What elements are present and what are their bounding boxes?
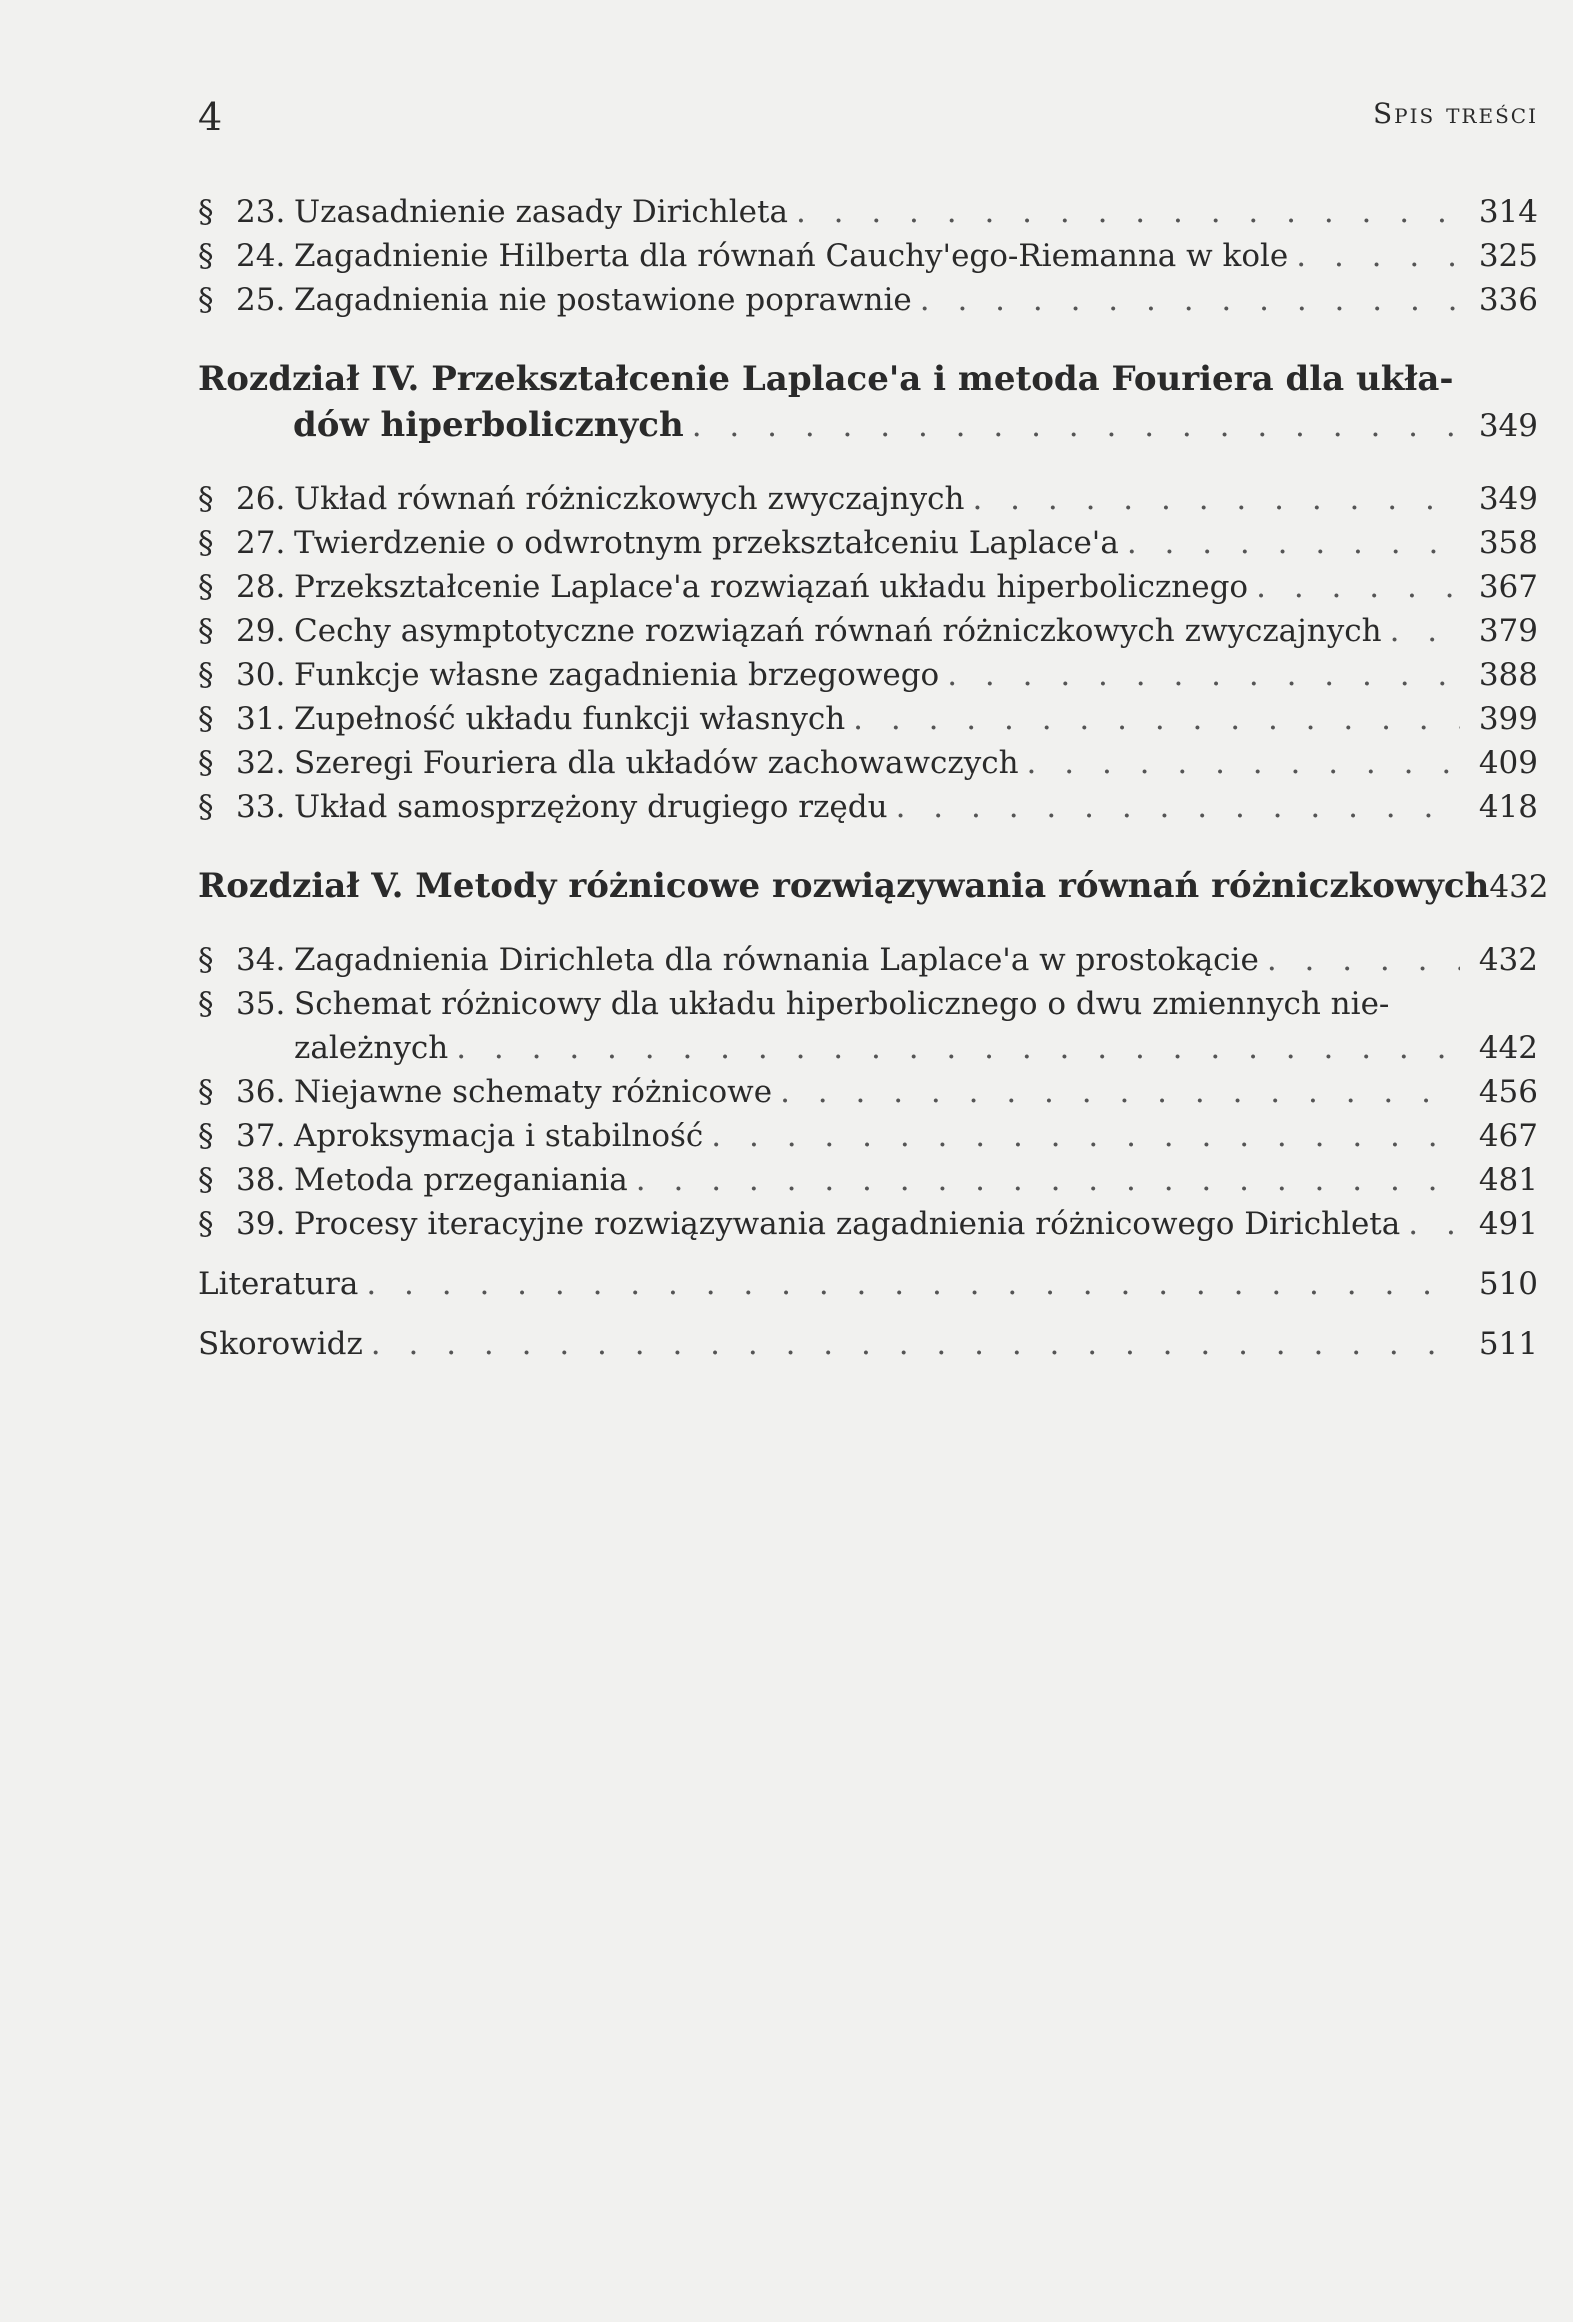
- section-group-b: [198, 477, 1538, 829]
- leader-dots: [853, 697, 1460, 741]
- section-title: Zupełność układu funkcji własnych: [294, 701, 846, 737]
- leader-dots: [636, 1158, 1460, 1202]
- section-symbol: §: [198, 569, 214, 605]
- leader-dots: [1256, 565, 1460, 609]
- section-page: 481: [1478, 1162, 1538, 1198]
- section-symbol: §: [198, 238, 214, 274]
- section-number: 29.: [236, 613, 286, 649]
- toc-entry: [198, 521, 1538, 565]
- section-title: Zagadnienia nie postawione poprawnie: [294, 282, 912, 318]
- toc-entry: [198, 1322, 1538, 1366]
- running-title: Spis treści: [1372, 97, 1538, 130]
- section-title: Uzasadnienie zasady Dirichleta: [294, 194, 788, 230]
- section-symbol: §: [198, 525, 214, 561]
- section-title: Szeregi Fouriera dla układów zachowawczych: [294, 745, 1019, 781]
- leader-dots: [947, 653, 1460, 697]
- section-symbol: §: [198, 986, 214, 1022]
- section-page: 399: [1478, 701, 1538, 737]
- section-number: 37.: [236, 1118, 286, 1154]
- leader-dots: [1408, 1202, 1460, 1246]
- toc-entry: [198, 234, 1538, 278]
- section-symbol: §: [198, 701, 214, 737]
- section-number: 35.: [236, 986, 286, 1022]
- section-symbol: §: [198, 1206, 214, 1242]
- toc-entry: [198, 190, 1538, 234]
- section-number: 27.: [236, 525, 286, 561]
- section-title-line2: zależnych: [294, 1030, 449, 1066]
- section-page: 325: [1478, 238, 1538, 274]
- section-page: 456: [1478, 1074, 1538, 1110]
- section-title: Metoda przeganiania: [294, 1162, 628, 1198]
- leader-dots: [780, 1070, 1460, 1114]
- section-title-line1: Schemat różnicowy dla układu hiperbolicznego o dwu zmiennych nie-: [294, 986, 1390, 1022]
- section-number: 33.: [236, 789, 286, 825]
- leader-dots: [371, 1322, 1460, 1366]
- section-number: 26.: [236, 481, 286, 517]
- leader-dots: [1027, 741, 1460, 785]
- section-number: 39.: [236, 1206, 286, 1242]
- end-matter: [198, 1262, 1538, 1366]
- section-number: 23.: [236, 194, 286, 230]
- section-page: 491: [1478, 1206, 1538, 1242]
- section-page: 388: [1478, 657, 1538, 693]
- chapter-4-title-line1: Rozdział IV. Przekształcenie Laplace'a i metoda Fouriera dla ukła-: [198, 359, 1454, 399]
- section-page: 432: [1478, 942, 1538, 978]
- leader-dots: [796, 190, 1460, 234]
- leader-dots: [711, 1114, 1460, 1158]
- section-symbol: §: [198, 613, 214, 649]
- section-page: 379: [1478, 613, 1538, 649]
- toc-entry: [198, 1114, 1538, 1158]
- section-page: 314: [1478, 194, 1538, 230]
- section-symbol: §: [198, 1162, 214, 1198]
- section-symbol: §: [198, 481, 214, 517]
- section-symbol: §: [198, 657, 214, 693]
- toc-entry: [198, 609, 1538, 653]
- toc-entry: [198, 785, 1538, 829]
- toc-entry: [198, 741, 1538, 785]
- leader-dots: [920, 278, 1460, 322]
- section-symbol: §: [198, 745, 214, 781]
- leader-dots: [1390, 609, 1460, 653]
- section-number: 28.: [236, 569, 286, 605]
- section-title: Zagadnienia Dirichleta dla równania Laplace'a w prostokącie: [294, 942, 1259, 978]
- toc-entry-34: [198, 938, 1538, 982]
- page-number: 4: [198, 95, 223, 139]
- section-symbol: §: [198, 1074, 214, 1110]
- section-title: Twierdzenie o odwrotnym przekształceniu Laplace'a: [294, 525, 1119, 561]
- page-header: [198, 95, 1538, 145]
- section-page: 409: [1478, 745, 1538, 781]
- section-title: Procesy iteracyjne rozwiązywania zagadnienia różnicowego Dirichleta: [294, 1206, 1401, 1242]
- section-number: 25.: [236, 282, 286, 318]
- toc-entry: [198, 278, 1538, 322]
- section-title: Funkcje własne zagadnienia brzegowego: [294, 657, 940, 693]
- section-number: 36.: [236, 1074, 286, 1110]
- section-title: Zagadnienie Hilberta dla równań Cauchy'ego-Riemanna w kole: [294, 238, 1289, 274]
- section-title: Cechy asymptotyczne rozwiązań równań różniczkowych zwyczajnych: [294, 613, 1382, 649]
- leader-dots: [456, 1026, 1460, 1070]
- section-page: 358: [1478, 525, 1538, 561]
- section-number: 32.: [236, 745, 286, 781]
- toc-entry-35: [198, 982, 1538, 1070]
- chapter-4-heading: [198, 356, 1538, 449]
- chapter-4-title-line2: dów hiperbolicznych: [293, 405, 684, 445]
- section-title: Układ równań różniczkowych zwyczajnych: [294, 481, 965, 517]
- section-symbol: §: [198, 1118, 214, 1154]
- chapter-5-heading: [198, 863, 1549, 910]
- section-page: 442: [1478, 1030, 1538, 1066]
- section-page: 367: [1478, 569, 1538, 605]
- section-symbol: §: [198, 282, 214, 318]
- entry-page: 510: [1478, 1266, 1538, 1302]
- section-symbol: §: [198, 942, 214, 978]
- chapter-4-page: 349: [1478, 408, 1538, 444]
- section-title: Układ samosprzężony drugiego rzędu: [294, 789, 888, 825]
- leader-dots: [972, 477, 1460, 521]
- section-page: 418: [1478, 789, 1538, 825]
- section-group-a: [198, 190, 1538, 322]
- entry-title: Literatura: [198, 1266, 359, 1302]
- section-page: 336: [1478, 282, 1538, 318]
- toc-entry: [198, 653, 1538, 697]
- section-symbol: §: [198, 789, 214, 825]
- toc-entry: [198, 565, 1538, 609]
- leader-dots: [896, 785, 1460, 829]
- toc-entry: [198, 1262, 1538, 1306]
- section-page: 467: [1478, 1118, 1538, 1154]
- toc-entry: [198, 477, 1538, 521]
- toc-entry: [198, 1158, 1538, 1202]
- leader-dots: [692, 403, 1460, 449]
- chapter-5-page: 432: [1489, 869, 1549, 905]
- toc-entry: [198, 697, 1538, 741]
- entry-page: 511: [1478, 1326, 1538, 1362]
- section-symbol: §: [198, 194, 214, 230]
- section-title: Niejawne schematy różnicowe: [294, 1074, 773, 1110]
- section-title: Przekształcenie Laplace'a rozwiązań układu hiperbolicznego: [294, 569, 1249, 605]
- leader-dots: [1296, 234, 1460, 278]
- entry-title: Skorowidz: [198, 1326, 363, 1362]
- section-number: 38.: [236, 1162, 286, 1198]
- table-of-contents: [198, 190, 1549, 1366]
- section-number: 30.: [236, 657, 286, 693]
- section-page: 349: [1478, 481, 1538, 517]
- section-number: 24.: [236, 238, 286, 274]
- section-title: Aproksymacja i stabilność: [294, 1118, 704, 1154]
- section-group-c: [198, 1070, 1538, 1246]
- section-number: 34.: [236, 942, 286, 978]
- toc-entry: [198, 1070, 1538, 1114]
- leader-dots: [1267, 938, 1460, 982]
- toc-entry: [198, 1202, 1538, 1246]
- leader-dots: [1127, 521, 1460, 565]
- chapter-5-title: Rozdział V. Metody różnicowe rozwiązywania równań różniczkowych: [198, 866, 1490, 906]
- section-number: 31.: [236, 701, 286, 737]
- leader-dots: [366, 1262, 1460, 1306]
